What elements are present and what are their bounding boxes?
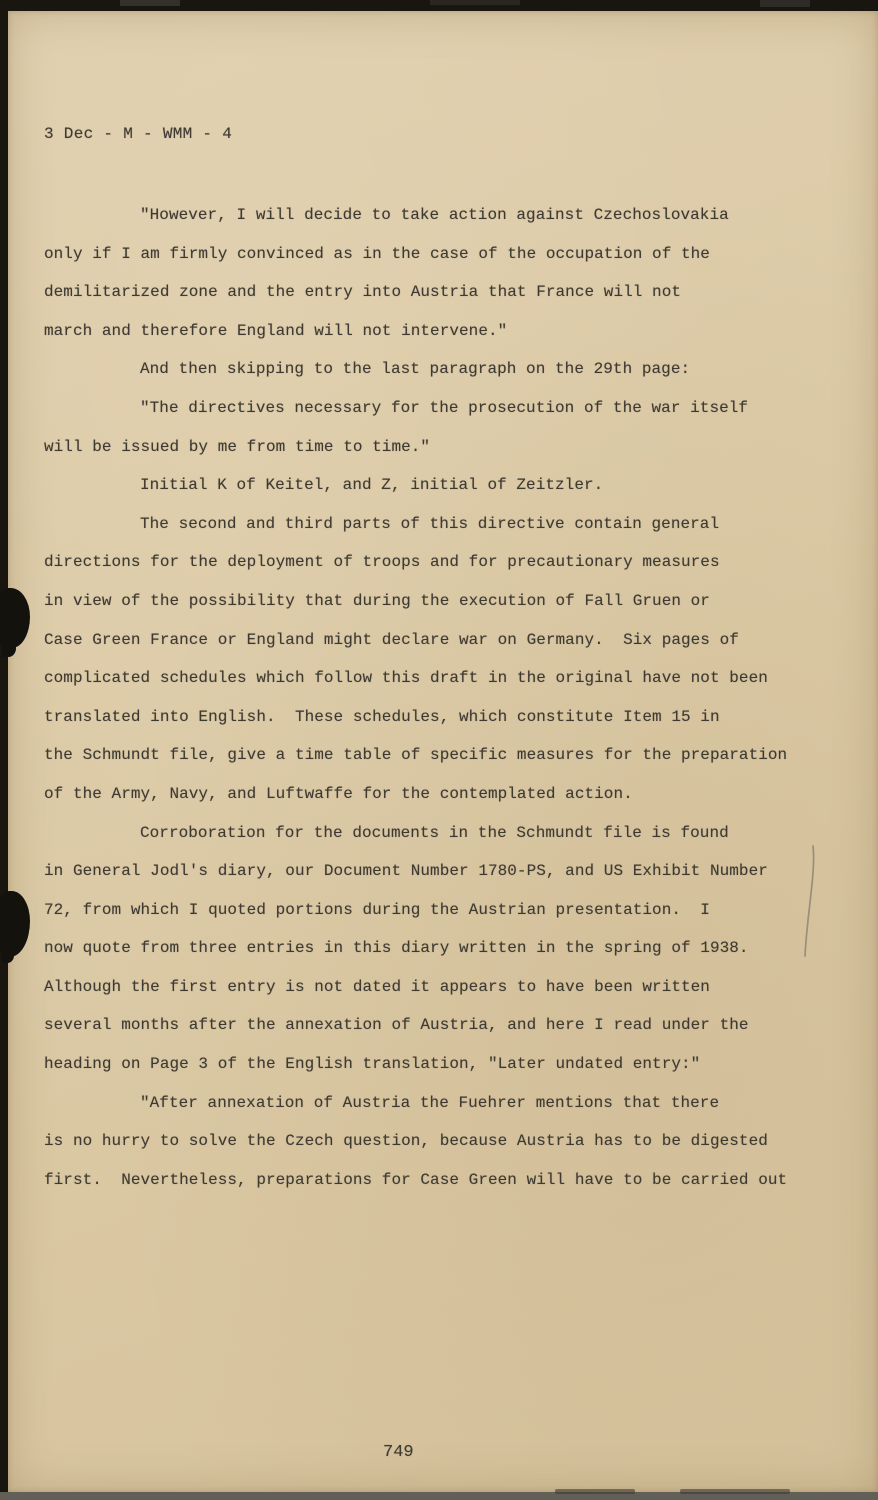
text-line: "After annexation of Austria the Fuehrer mentions that there xyxy=(140,1093,720,1112)
text-line: directions for the deployment of troops and for precautionary measures xyxy=(44,553,720,572)
text-line: of the Army, Navy, and Luftwaffe for the contemplated action. xyxy=(44,784,633,803)
document-body xyxy=(44,196,834,1199)
text-line: in view of the possibility that during the execution of Fall Gruen or xyxy=(44,591,710,610)
text-line: Initial K of Keitel, and Z, initial of Zeitzler. xyxy=(140,476,604,495)
text-line: the Schmundt file, give a time table of specific measures for the preparation xyxy=(44,746,788,765)
text-line: Although the first entry is not dated it appears to have been written xyxy=(44,977,710,996)
text-line: demilitarized zone and the entry into Austria that France will not xyxy=(44,283,682,302)
text-line: "The directives necessary for the prosecution of the war itself xyxy=(140,398,749,417)
text-line: now quote from three entries in this diary written in the spring of 1938. xyxy=(44,939,749,958)
punch-hole-shadow-bottom xyxy=(2,949,14,963)
text-line: Case Green France or England might declare war on Germany. Six pages of xyxy=(44,630,739,649)
text-line: first. Nevertheless, preparations for Case Green will have to be carried out xyxy=(44,1170,788,1189)
scan-edge-artifact xyxy=(760,0,810,7)
scan-edge-artifact xyxy=(120,0,180,6)
text-line: march and therefore England will not intervene." xyxy=(44,321,508,340)
punch-hole-shadow-top xyxy=(0,588,30,648)
punch-hole-shadow-top xyxy=(2,641,16,657)
text-line: And then skipping to the last paragraph on the 29th page: xyxy=(140,360,691,379)
punch-hole-shadow-bottom xyxy=(0,891,30,957)
text-line: only if I am firmly convinced as in the case of the occupation of the xyxy=(44,244,710,263)
text-line: several months after the annexation of Austria, and here I read under the xyxy=(44,1016,749,1035)
text-line: Corroboration for the documents in the Schmundt file is found xyxy=(140,823,729,842)
text-line: translated into English. These schedules, which constitute Item 15 in xyxy=(44,707,720,726)
scan-edge-artifact xyxy=(680,1489,790,1494)
pencil-mark-icon xyxy=(794,842,826,962)
document-page xyxy=(8,11,878,1492)
text-line: 72, from which I quoted portions during the Austrian presentation. I xyxy=(44,900,710,919)
page-header: 3 Dec - M - WMM - 4 xyxy=(44,125,233,143)
text-line: will be issued by me from time to time." xyxy=(44,437,431,456)
scan-edge-artifact xyxy=(430,0,520,5)
text-line: is no hurry to solve the Czech question, because Austria has to be digested xyxy=(44,1132,768,1151)
text-line: "However, I will decide to take action against Czechoslovakia xyxy=(140,206,729,224)
text-line: in General Jodl's diary, our Document Number 1780-PS, and US Exhibit Number xyxy=(44,862,768,881)
text-line: The second and third parts of this directive contain general xyxy=(140,514,720,533)
page-number: 749 xyxy=(383,1443,414,1462)
text-line: heading on Page 3 of the English translation, "Later undated entry:" xyxy=(44,1055,701,1074)
scan-edge-artifact xyxy=(555,1489,635,1494)
text-line: complicated schedules which follow this draft in the original have not been xyxy=(44,669,768,688)
